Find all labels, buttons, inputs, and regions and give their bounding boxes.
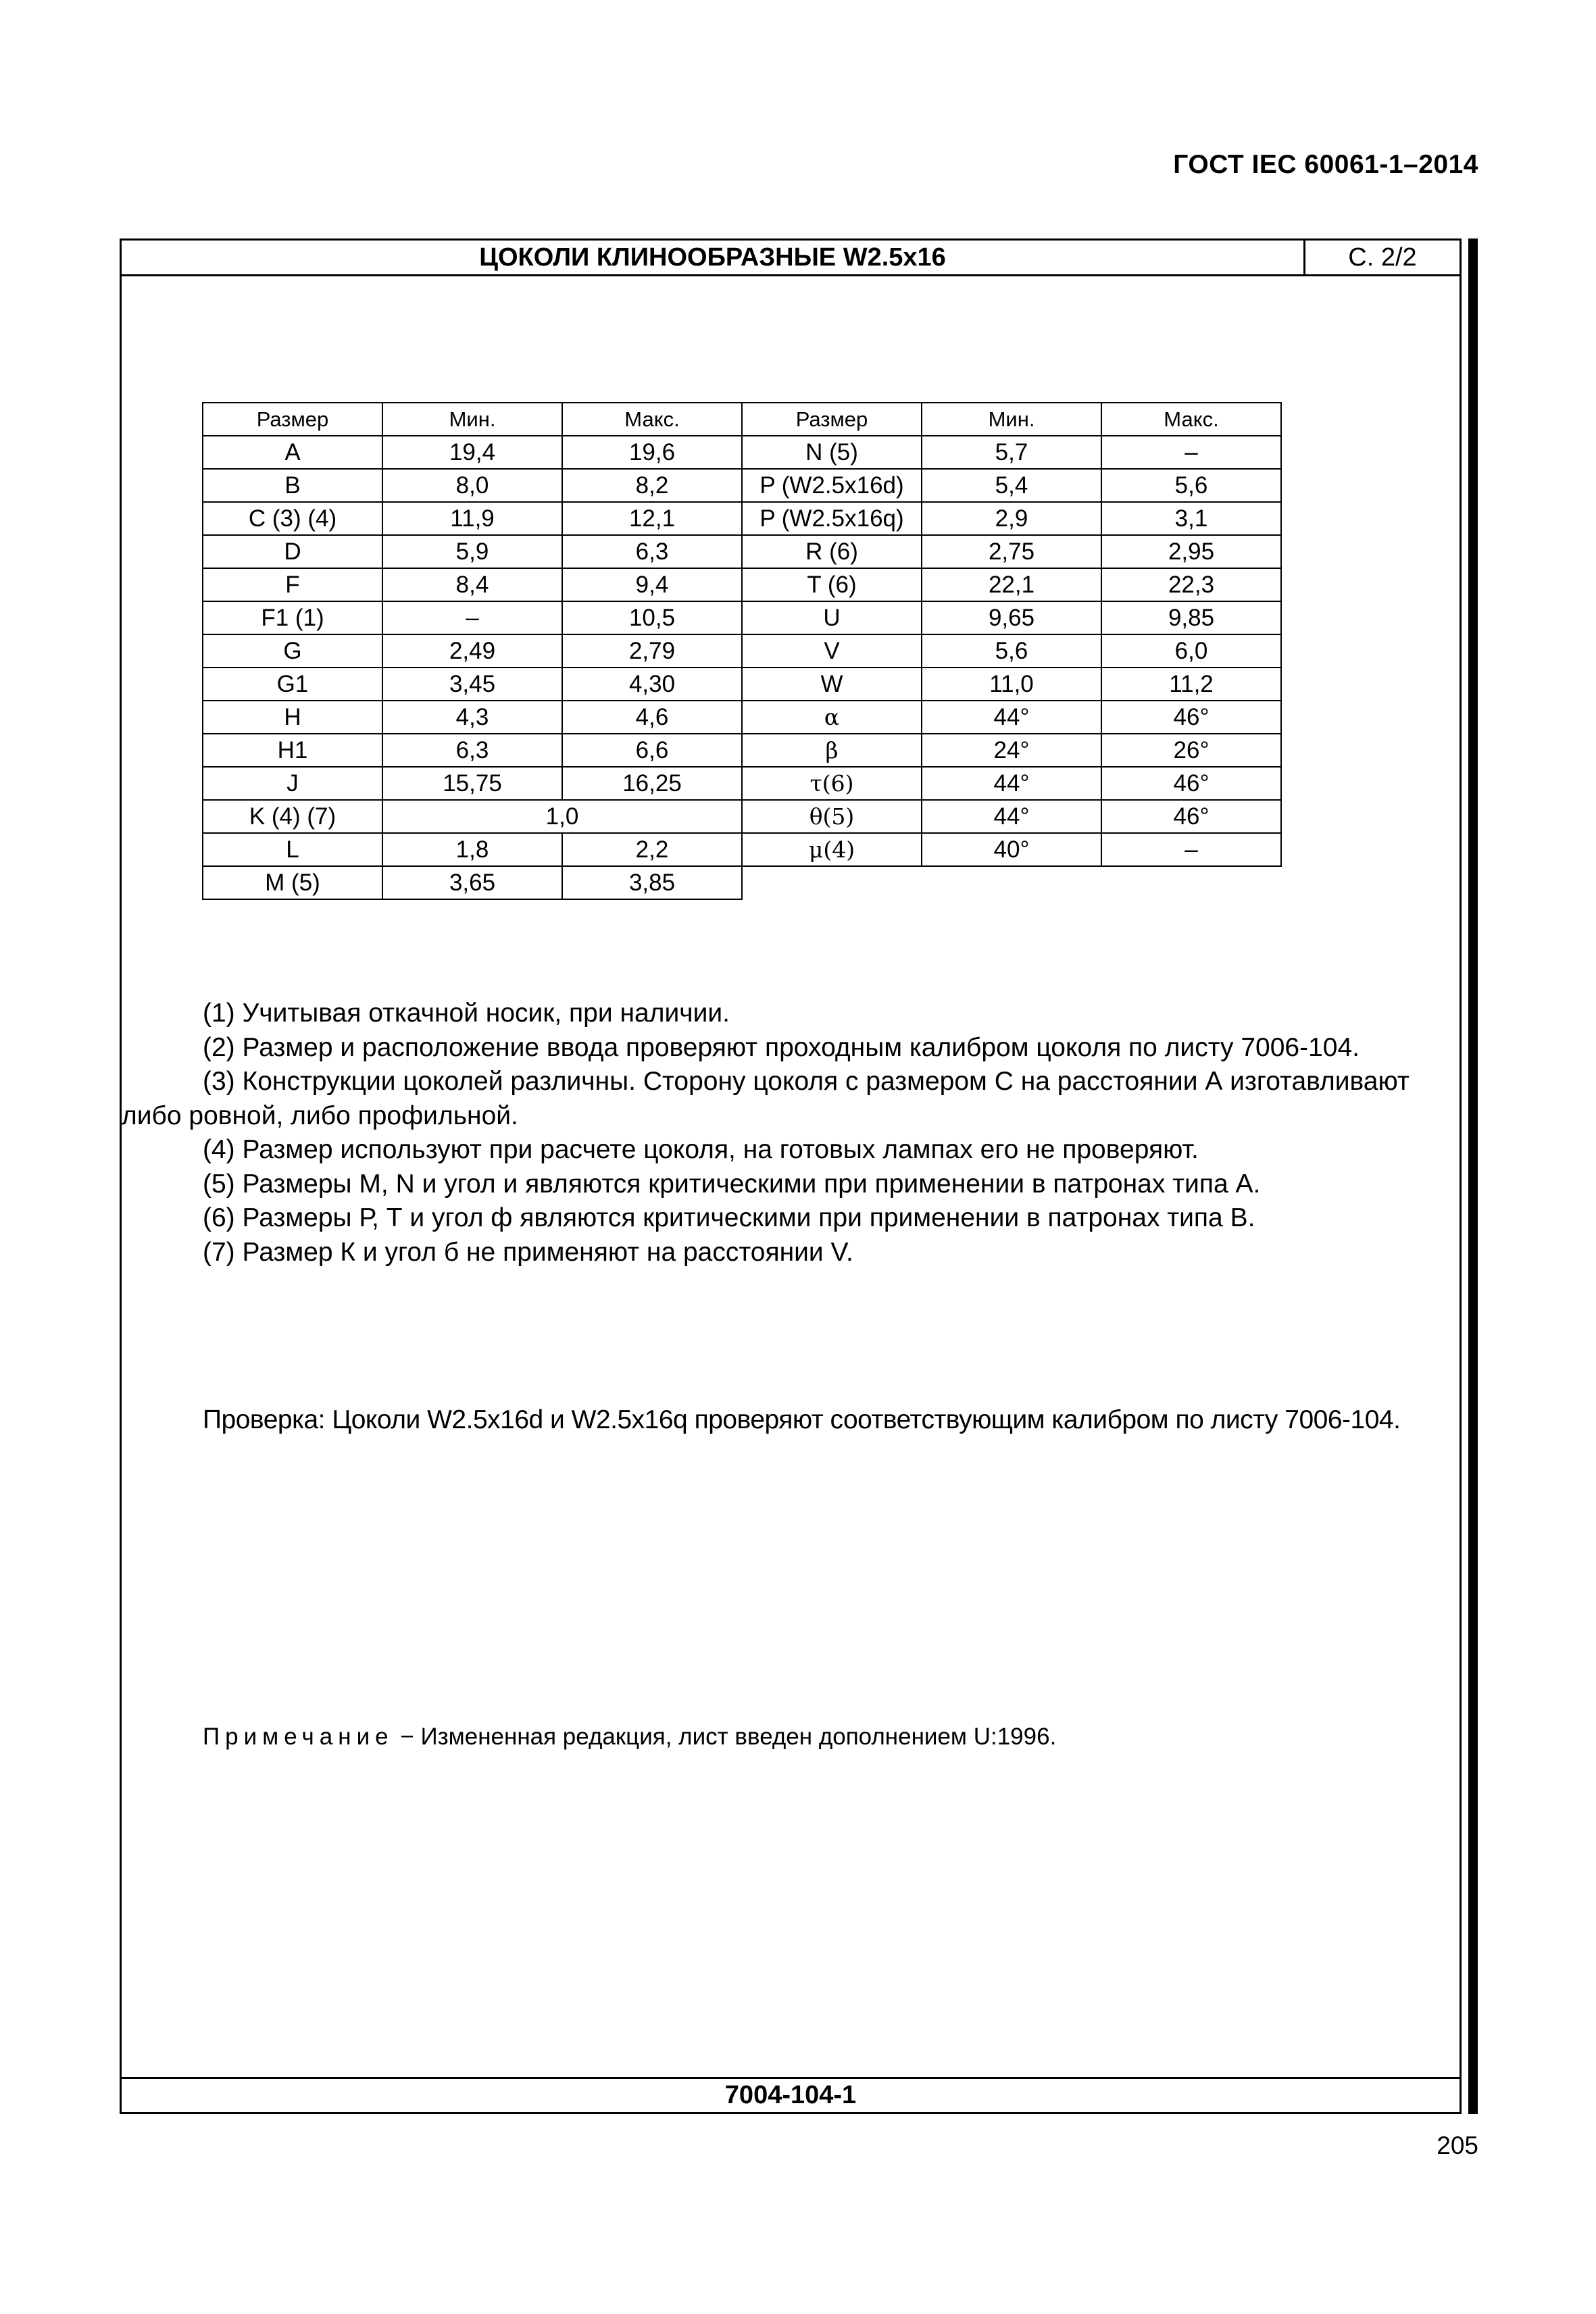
table-cell: J	[203, 767, 382, 800]
table-header-row	[203, 403, 1281, 436]
table-row	[203, 734, 1281, 767]
column-header: Макс.	[1101, 403, 1281, 436]
table-cell: T (6)	[742, 568, 922, 601]
table-cell: 11,2	[1101, 668, 1281, 701]
dimensions-table	[202, 402, 1282, 900]
verification-text: Проверка: Цоколи W2.5x16d и W2.5x16q проверяют соответствующим калибром по листу 7006-104.	[203, 1405, 1401, 1434]
table-row	[203, 568, 1281, 601]
table-cell: 9,85	[1101, 601, 1281, 634]
table-cell: C (3) (4)	[203, 502, 382, 535]
table-cell: 6,3	[562, 535, 742, 568]
table-row	[203, 535, 1281, 568]
table-row	[203, 833, 1281, 866]
remark-text: − Измененная редакция, лист введен дополнением U:1996.	[393, 1724, 1057, 1750]
table-cell: 44°	[922, 767, 1101, 800]
table-cell: μ(4)	[742, 833, 922, 866]
remark-note	[203, 1724, 1056, 1751]
table-cell: H1	[203, 734, 382, 767]
standard-header: ГОСТ IEC 60061-1–2014	[1173, 150, 1478, 179]
sheet-page-indicator: С. 2/2	[1348, 243, 1417, 272]
table-cell: 4,3	[382, 701, 562, 734]
table-cell: 19,4	[382, 436, 562, 469]
table-cell: 8,4	[382, 568, 562, 601]
table-row	[203, 502, 1281, 535]
table-cell: A	[203, 436, 382, 469]
table-cell: F1 (1)	[203, 601, 382, 634]
frame-right-border	[1468, 238, 1478, 2114]
empty-cell	[742, 866, 922, 899]
table-cell: –	[1101, 833, 1281, 866]
table-cell: W	[742, 668, 922, 701]
column-header: Мин.	[922, 403, 1101, 436]
footnote-2: (2) Размер и расположение ввода проверяют проходным калибром цоколя по листу 7006-104.	[203, 1032, 1360, 1062]
table-row	[203, 436, 1281, 469]
table-cell: 16,25	[562, 767, 742, 800]
footnotes	[122, 997, 1460, 1269]
table-cell: 2,49	[382, 634, 562, 668]
table-cell: G	[203, 634, 382, 668]
table-cell: θ(5)	[742, 800, 922, 833]
table-cell: G1	[203, 668, 382, 701]
table-cell: L	[203, 833, 382, 866]
table-cell: 46°	[1101, 701, 1281, 734]
table-cell: R (6)	[742, 535, 922, 568]
table-cell: 8,2	[562, 469, 742, 502]
footnote-7: (7) Размер К и угол б не применяют на расстоянии V.	[203, 1237, 853, 1267]
table-cell: 6,3	[382, 734, 562, 767]
table-cell: 22,1	[922, 568, 1101, 601]
footnote-1: (1) Учитывая откачной носик, при наличии.	[203, 999, 730, 1028]
table-cell: 3,1	[1101, 502, 1281, 535]
table-cell: 46°	[1101, 800, 1281, 833]
sheet-code: 7004-104-1	[122, 2077, 1460, 2112]
table-cell: P (W2.5x16q)	[742, 502, 922, 535]
column-header: Размер	[742, 403, 922, 436]
table-cell: 6,6	[562, 734, 742, 767]
table-row	[203, 767, 1281, 800]
table-cell: P (W2.5x16d)	[742, 469, 922, 502]
table-cell: B	[203, 469, 382, 502]
sheet-header-row	[122, 241, 1460, 276]
table-cell: K (4) (7)	[203, 800, 382, 833]
table-cell: –	[1101, 436, 1281, 469]
table-row	[203, 601, 1281, 634]
table-cell: 24°	[922, 734, 1101, 767]
table-cell: U	[742, 601, 922, 634]
table-cell: 5,6	[922, 634, 1101, 668]
empty-cell	[1101, 866, 1281, 899]
table-cell: 22,3	[1101, 568, 1281, 601]
table-cell: 11,9	[382, 502, 562, 535]
table-cell: τ(6)	[742, 767, 922, 800]
table-cell: 46°	[1101, 767, 1281, 800]
table-cell: 9,65	[922, 601, 1101, 634]
table-cell: V	[742, 634, 922, 668]
table-cell: 12,1	[562, 502, 742, 535]
table-cell: D	[203, 535, 382, 568]
table-cell: 40°	[922, 833, 1101, 866]
table-cell: 10,5	[562, 601, 742, 634]
table-cell: 2,79	[562, 634, 742, 668]
column-header: Мин.	[382, 403, 562, 436]
table-cell: 2,9	[922, 502, 1101, 535]
footnote-4: (4) Размер используют при расчете цоколя, на готовых лампах его не проверяют.	[203, 1135, 1199, 1164]
table-cell: 2,95	[1101, 535, 1281, 568]
table-cell: 5,7	[922, 436, 1101, 469]
table-cell: H	[203, 701, 382, 734]
table-cell: N (5)	[742, 436, 922, 469]
table-row	[203, 800, 1281, 833]
table-row	[203, 866, 1281, 899]
footnote-6: (6) Размеры Р, Т и угол ф являются критическими при применении в патронах типа В.	[203, 1203, 1255, 1232]
table-cell: 4,6	[562, 701, 742, 734]
table-cell: β	[742, 734, 922, 767]
table-cell: 44°	[922, 701, 1101, 734]
table-cell: 1,8	[382, 833, 562, 866]
footnote-3: (3) Конструкции цоколей различны. Сторону цоколя с размером С на расстоянии А изготавливают	[203, 1067, 1410, 1096]
table-cell: 4,30	[562, 668, 742, 701]
table-cell: 44°	[922, 800, 1101, 833]
column-header: Размер	[203, 403, 382, 436]
data-sheet-frame	[120, 238, 1462, 2114]
table-cell: 3,45	[382, 668, 562, 701]
table-row	[203, 668, 1281, 701]
table-row	[203, 469, 1281, 502]
table-cell: 8,0	[382, 469, 562, 502]
table-cell: 3,85	[562, 866, 742, 899]
table-cell: 9,4	[562, 568, 742, 601]
table-cell: 3,65	[382, 866, 562, 899]
table-cell: 11,0	[922, 668, 1101, 701]
table-cell: F	[203, 568, 382, 601]
table-cell: 5,4	[922, 469, 1101, 502]
remark-label: Примечание	[203, 1724, 394, 1750]
table-cell: 2,75	[922, 535, 1101, 568]
table-cell: 15,75	[382, 767, 562, 800]
table-row	[203, 701, 1281, 734]
table-cell: 19,6	[562, 436, 742, 469]
table-cell: 5,9	[382, 535, 562, 568]
footnote-5: (5) Размеры М, N и угол и являются критическими при применении в патронах типа А.	[203, 1169, 1261, 1199]
table-cell: 6,0	[1101, 634, 1281, 668]
table-cell: 26°	[1101, 734, 1281, 767]
empty-cell	[922, 866, 1101, 899]
table-row	[203, 634, 1281, 668]
table-cell: M (5)	[203, 866, 382, 899]
sheet-title: ЦОКОЛИ КЛИНООБРАЗНЫЕ W2.5x16	[122, 241, 1305, 274]
page-number: 205	[1437, 2132, 1478, 2159]
table-cell: α	[742, 701, 922, 734]
column-header: Макс.	[562, 403, 742, 436]
table-cell: 2,2	[562, 833, 742, 866]
footnote-3-continuation: либо ровной, либо профильной.	[122, 1101, 518, 1130]
table-cell-merged: 1,0	[382, 800, 742, 833]
table-cell: 5,6	[1101, 469, 1281, 502]
table-cell: –	[382, 601, 562, 634]
